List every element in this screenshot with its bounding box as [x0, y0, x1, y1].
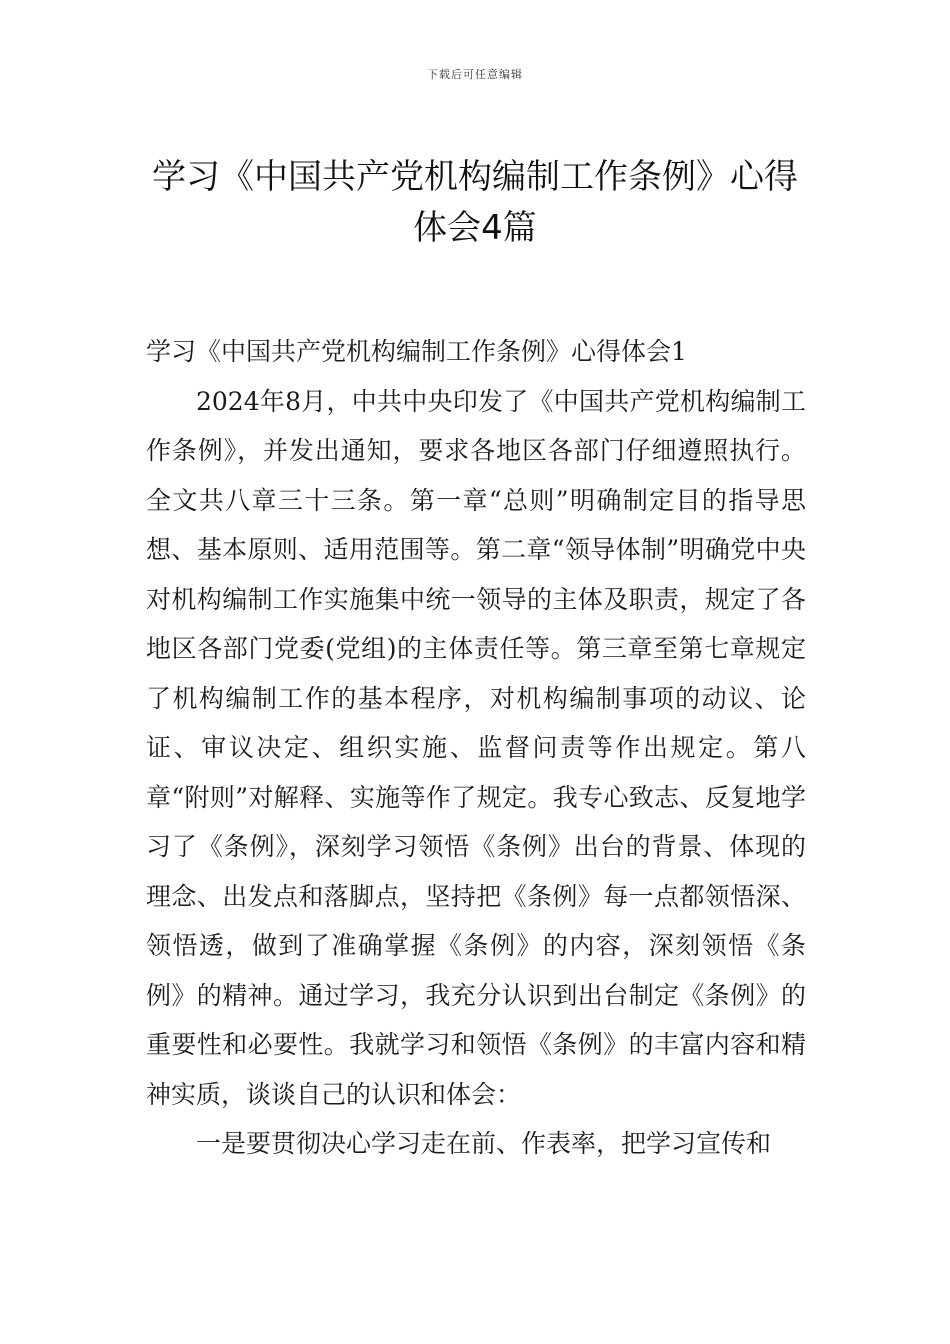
document-title: 学习《中国共产党机构编制工作条例》心得体会4篇 — [152, 157, 798, 248]
body-paragraph: 2024年8月，中共中央印发了《中国共产党机构编制工作条例》，并发出通知，要求各地区各部门仔细遵照执行。全文共八章三十三条。第一章“总则”明确制定目的指导思想、基本原则、适用范围等。第二章“领导体制”明确党中央对机构编制工作实施集中统一领导的主体及职责，规定了各地区各部门党委(党组)的主体责任等。第三章至第七章规定了机构编制工作的基本程序，对机构编制事项的动议、论证、审议决定、组织实施、监督问责等作出规定。第八章“附则”对解释、实施等作了规定。我专心致志、反复地学习了《条例》，深刻学习领悟《条例》出台的背景、体现的理念、出发点和落脚点，坚持把《条例》每一点都领悟深、领悟透，做到了准确掌握《条例》的内容，深刻领悟《条例》的精神。通过学习，我充分认识到出台制定《条例》的重要性和必要性。我就学习和领悟《条例》的丰富内容和精神实质，谈谈自己的认识和体会： — [146, 386, 806, 1109]
section-heading: 学习《中国共产党机构编制工作条例》心得体会1 — [146, 337, 687, 366]
header-note: 下载后可任意编辑 — [427, 68, 523, 81]
body-paragraph: 一是要贯彻决心学习走在前、作表率，把学习宣传和 — [196, 1129, 772, 1158]
document-body — [146, 327, 806, 1169]
